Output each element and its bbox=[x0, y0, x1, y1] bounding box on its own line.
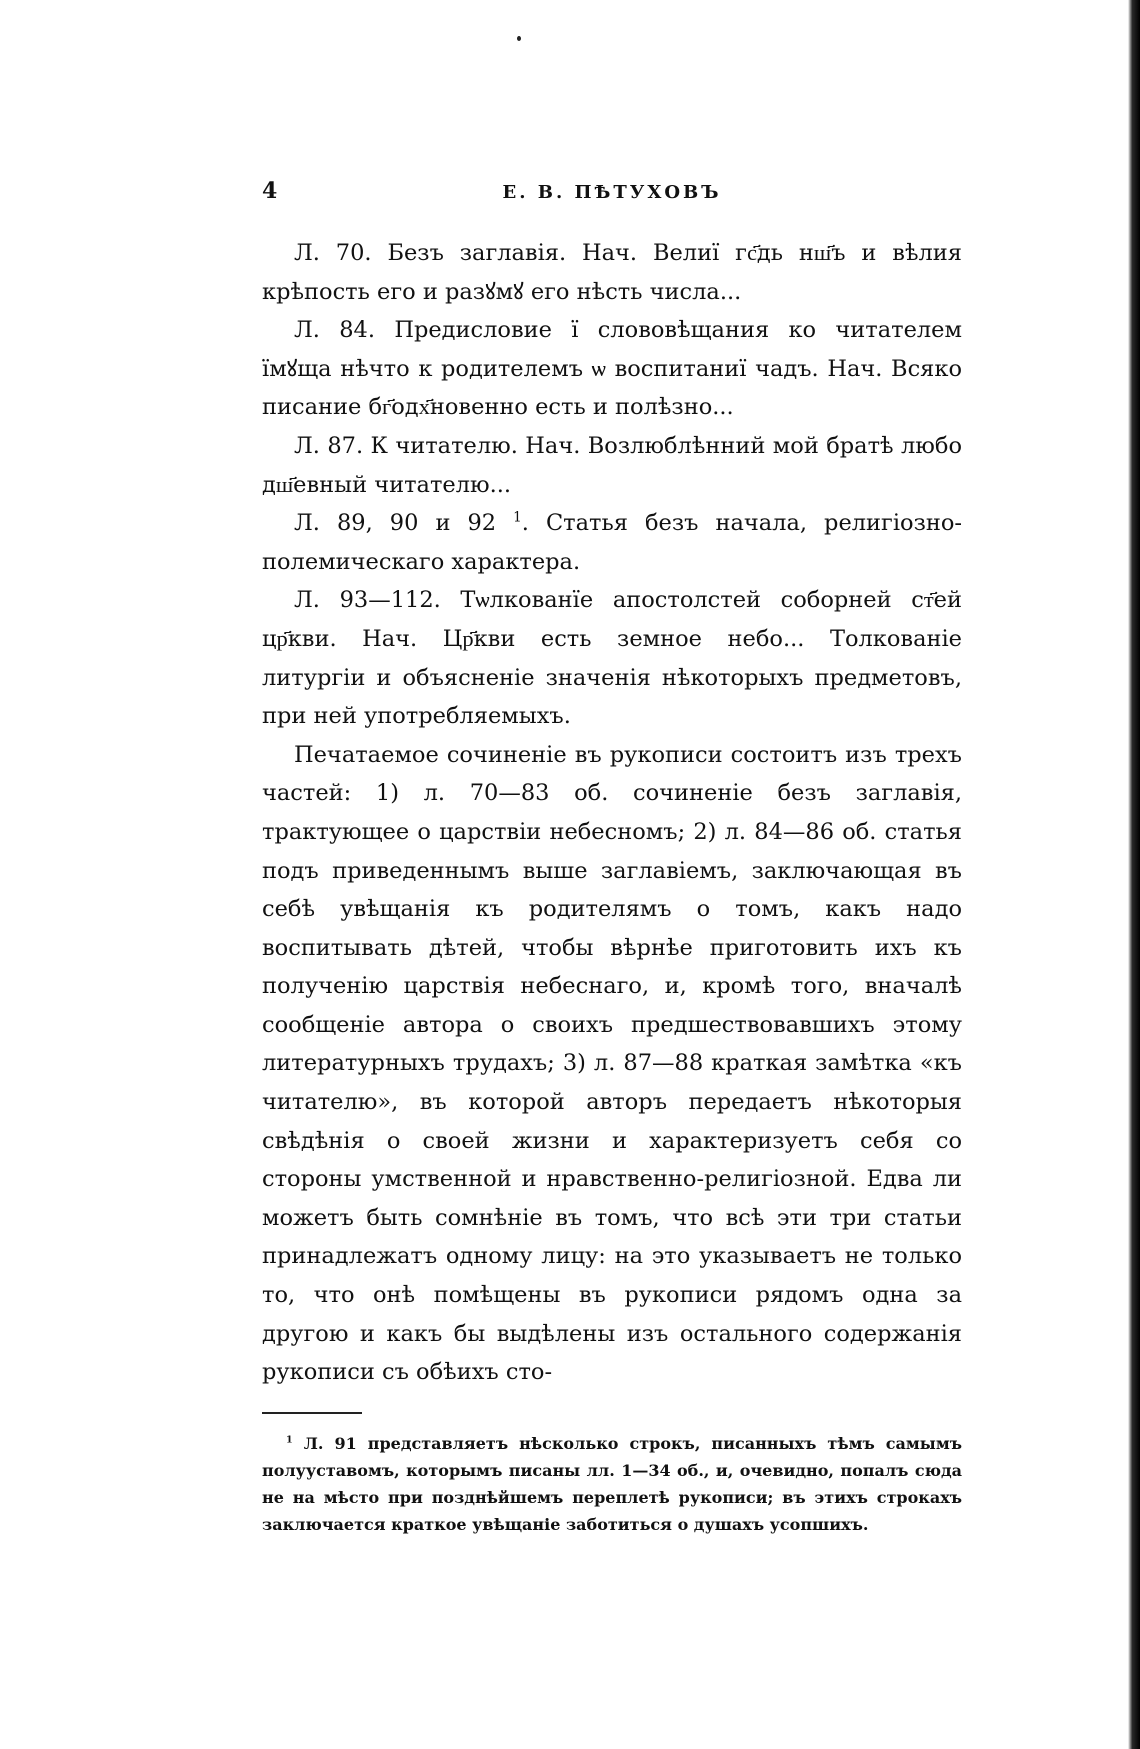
scan-page-edge bbox=[1128, 0, 1140, 1749]
footnote-divider bbox=[262, 1412, 362, 1414]
paragraph-lead: Л. 89, 90 и 92 bbox=[294, 510, 497, 537]
book-page bbox=[262, 178, 962, 1538]
paragraph: Л. 70. Безъ заглавія. Нач. Велиї гс҃дь нш҃ъ и вѣлия крѣпость его и разꙋмꙋ его нѣсть числа... bbox=[262, 240, 962, 305]
paragraph-with-footnote bbox=[262, 504, 962, 581]
scan-speck bbox=[517, 36, 521, 41]
footnote-text: Л. 91 представляетъ нѣсколько строкъ, писанныхъ тѣмъ самымъ полууставомъ, которымъ писаны лл. 1—34 об., и, очевидно, попалъ сюда не на мѣсто при позднѣйшемъ переплетѣ рукописи; въ этихъ строкахъ заключается краткое увѣщаніе заботиться о душахъ усопшихъ. bbox=[262, 1433, 962, 1534]
main-text bbox=[262, 234, 962, 1392]
footnote bbox=[262, 1430, 962, 1538]
footnote-marker: 1 bbox=[286, 1434, 293, 1446]
paragraph: Л. 87. К читателю. Нач. Возлюблѣнний мой братѣ любо дш҃евный читателю... bbox=[262, 432, 962, 498]
footnote-reference[interactable]: 1 bbox=[513, 509, 522, 526]
paragraph-rest: . Статья безъ начала, религіозно-полемическаго характера. bbox=[262, 510, 963, 575]
footnotes bbox=[262, 1430, 962, 1538]
paragraph: Л. 84. Предисловие ї слововѣщания ко читателем їмꙋща нѣчто к родителемъ ѡ воспитаниї чадъ. Нач. Всяко писание бг҃одх҃новенно есть и полѣзно... bbox=[262, 317, 962, 421]
running-header bbox=[262, 178, 962, 208]
running-title: Е. В. ПѢТУХОВЪ bbox=[502, 182, 722, 203]
paragraph: Печатаемое сочиненіе въ рукописи состоитъ изъ трехъ частей: 1) л. 70—83 об. сочиненіе безъ заглавія, трактующее о царствіи небесномъ; 2) л. 84—86 об. статья подъ приведеннымъ выше заглавіемъ, заключающая въ себѣ увѣщанія къ родителямъ о томъ, какъ надо воспитывать дѣтей, чтобы вѣрнѣе приготовить ихъ къ полученію царствія небеснаго, и, кромѣ того, вначалѣ сообщеніе автора о своихъ предшествовавшихъ этому литературныхъ трудахъ; 3) л. 87—88 краткая замѣтка «къ читателю», въ которой авторъ передаетъ нѣкоторыя свѣдѣнія о своей жизни и характеризуетъ себя со стороны умственной и нравственно-религіозной. Едва ли можетъ быть сомнѣніе въ томъ, что всѣ эти три статьи принадлежатъ одному лицу: на это указываетъ не только то, что онѣ помѣщены въ рукописи рядомъ одна за другою и какъ бы выдѣлены изъ остального содержанія рукописи съ обѣихъ сто- bbox=[262, 741, 962, 1386]
paragraph: Л. 93—112. Тѡлкованїе апостолстей соборней ст҃ей цр҃кви. Нач. Цр҃кви есть земное небо... Толкованіе литургіи и объясненіе значенія нѣкоторыхъ предметовъ, при ней употребляемыхъ. bbox=[262, 587, 962, 730]
page-number: 4 bbox=[262, 178, 278, 204]
